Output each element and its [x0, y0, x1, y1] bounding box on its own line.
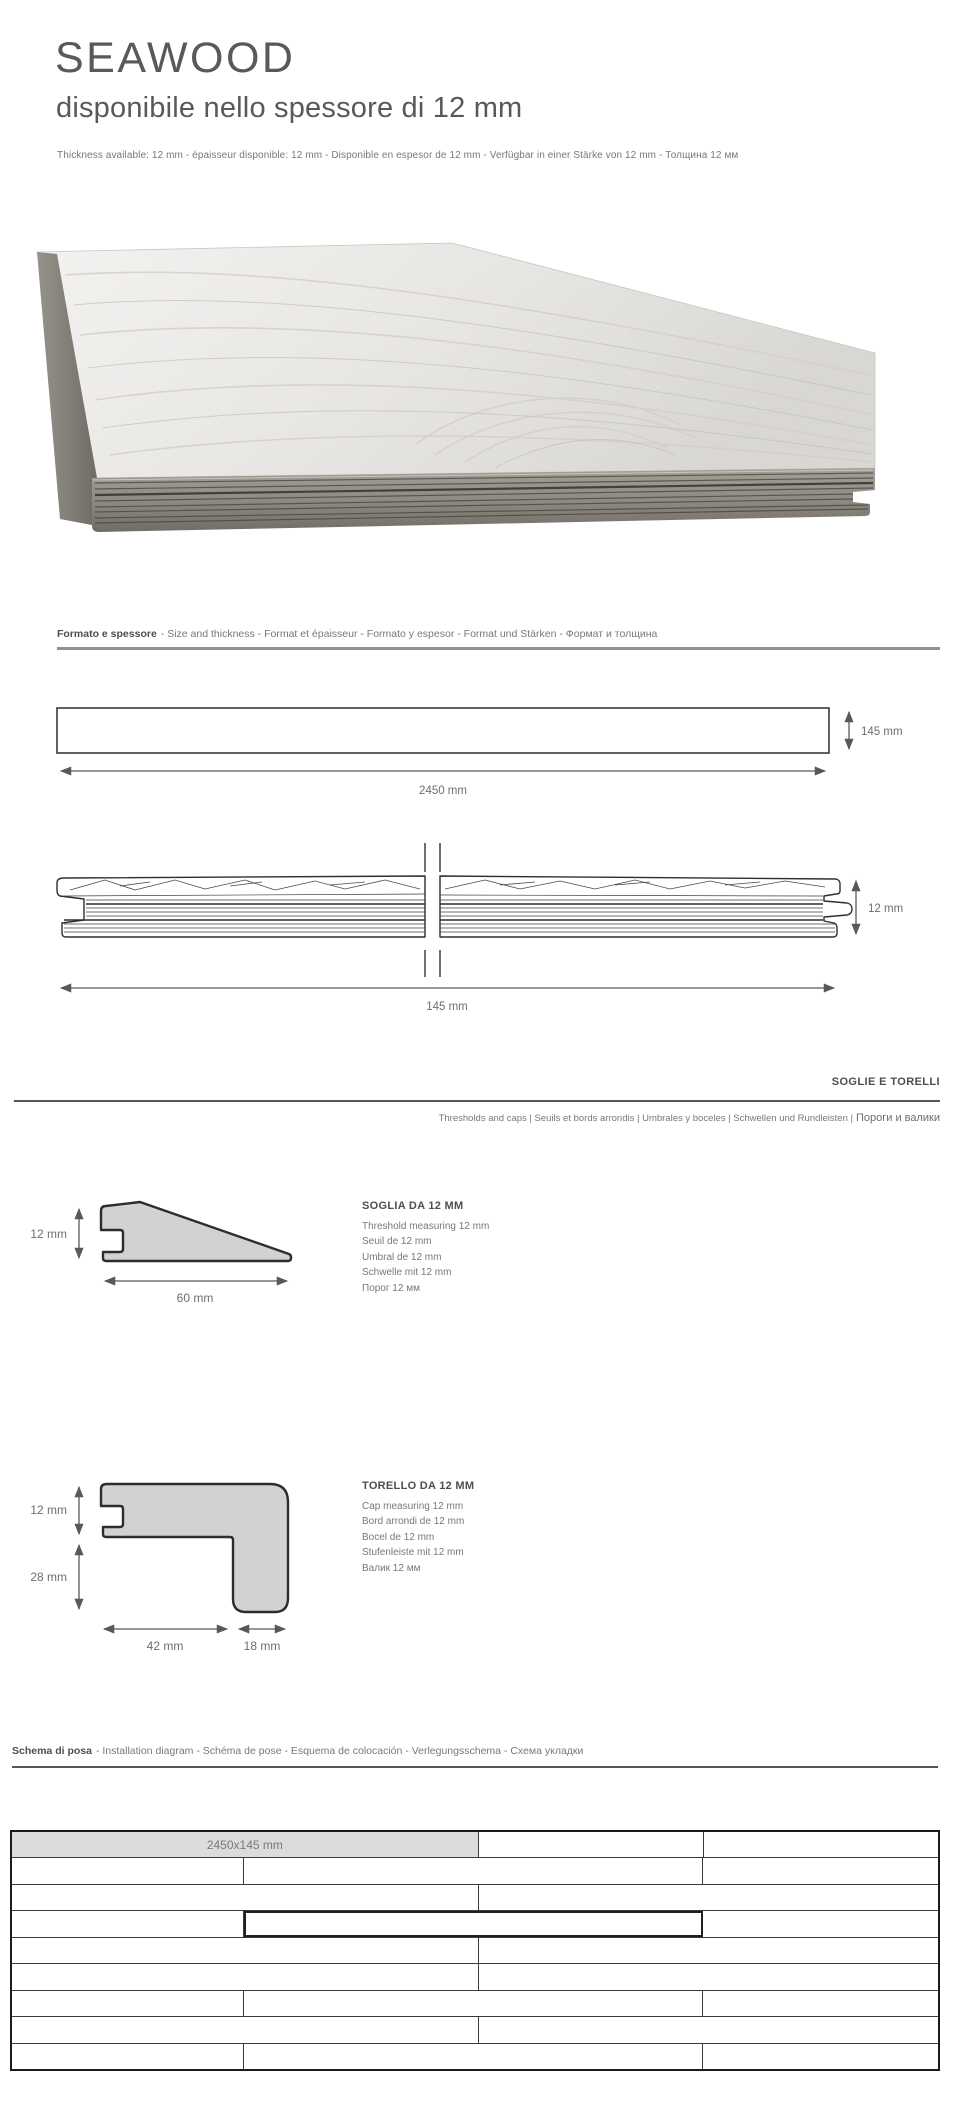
plank	[479, 1885, 938, 1910]
plank	[703, 1911, 938, 1936]
torello-profile-diagram	[20, 1477, 340, 1660]
torello-desc-fr: Bord arrondi de 12 mm	[362, 1516, 465, 1528]
soglia-desc-fr: Seuil de 12 mm	[362, 1236, 432, 1248]
thresholds-subheading-text: Thresholds and caps | Seuils et bords arrondis | Umbrales y boceles | Schwellen und Rundleisten |	[438, 1113, 853, 1124]
plank-row	[12, 1991, 938, 2017]
plank	[244, 2044, 703, 2069]
format-section-heading	[57, 628, 657, 640]
torello-leg-height-label: 28 mm	[30, 1570, 67, 1584]
plank-row	[12, 1911, 938, 1937]
thresholds-subheading	[439, 1112, 940, 1124]
plank	[244, 1991, 703, 2016]
plank	[12, 2017, 479, 2042]
plank-row	[12, 1938, 938, 1964]
plank	[12, 1858, 244, 1883]
installation-diagram	[10, 1830, 940, 2071]
plank	[244, 1858, 703, 1883]
torello-leg-width-label: 18 mm	[243, 1639, 281, 1653]
plank-row	[12, 2017, 938, 2043]
cross-section-width-label: 145 mm	[426, 1001, 468, 1013]
top-view-width-label: 145 mm	[861, 726, 903, 738]
labeled-plank	[12, 1832, 479, 1857]
format-section-rule	[57, 647, 940, 650]
installation-heading-primary: Schema di posa	[12, 1745, 92, 1757]
torello-top-width-label: 42 mm	[146, 1639, 184, 1653]
plank-top-surface	[37, 243, 875, 478]
thresholds-section-rule	[14, 1100, 940, 1102]
plank	[12, 1885, 479, 1910]
plank	[479, 1832, 704, 1857]
torello-desc-es: Bocel de 12 mm	[362, 1531, 435, 1543]
thresholds-section-heading: SOGLIE E TORELLI	[831, 1076, 940, 1088]
plank	[703, 2044, 938, 2069]
plank-row	[12, 1832, 938, 1858]
plank-outline	[57, 708, 829, 753]
torello-title: TORELLO DA 12 MM	[362, 1480, 475, 1492]
plank	[12, 1938, 479, 1963]
thickness-languages-line: Thickness available: 12 mm - épaisseur disponible: 12 mm - Disponible en espesor de 12 mm - Verfügbar in einer Stärke von 12 mm - Толщина 12 мм	[57, 150, 739, 161]
torello-profile-shape	[101, 1484, 288, 1612]
torello-spec-block	[362, 1480, 652, 1576]
plank	[703, 1991, 938, 2016]
torello-desc-ru: Валик 12 мм	[362, 1562, 421, 1574]
plank-size-label: 2450x145 mm	[206, 1837, 283, 1852]
plank	[12, 1991, 244, 2016]
plank-row	[12, 1885, 938, 1911]
torello-top-height-label: 12 mm	[30, 1503, 67, 1517]
cross-section-thickness-label: 12 mm	[868, 903, 904, 915]
soglia-profile-diagram	[20, 1196, 340, 1318]
plank	[703, 1858, 938, 1883]
plank-cross-section-diagram	[50, 838, 910, 1013]
plank-row	[12, 1964, 938, 1990]
page-subtitle: disponibile nello spessore di 12 mm	[56, 92, 523, 124]
format-heading-translations: - Size and thickness - Format et épaisseur - Formato y espesor - Format und Stärken - Формат и толщина	[160, 628, 658, 640]
plank	[479, 1938, 938, 1963]
highlighted-plank	[244, 1911, 703, 1936]
plank-front-edge	[92, 468, 875, 532]
soglia-desc-es: Umbral de 12 mm	[362, 1251, 442, 1263]
soglia-desc-en: Threshold measuring 12 mm	[362, 1221, 490, 1232]
thresholds-subheading-ru: Пороги и валики	[855, 1112, 940, 1124]
soglia-title: SOGLIA DA 12 MM	[362, 1200, 464, 1212]
torello-desc-en: Cap measuring 12 mm	[362, 1501, 464, 1512]
plank	[479, 2017, 938, 2042]
installation-section-heading	[12, 1745, 583, 1757]
installation-section-rule	[12, 1766, 938, 1768]
soglia-desc-ru: Порог 12 мм	[362, 1282, 420, 1294]
format-heading-primary: Formato e spessore	[57, 628, 157, 640]
page-title: SEAWOOD	[55, 34, 296, 82]
break-lines	[425, 843, 440, 977]
plank-row	[12, 2044, 938, 2069]
plank	[479, 1964, 938, 1989]
plank	[12, 1911, 244, 1936]
soglia-desc-de: Schwelle mit 12 mm	[362, 1267, 452, 1279]
product-photo	[35, 240, 885, 535]
plank-top-view-diagram	[50, 700, 910, 805]
plank	[704, 1832, 938, 1857]
plank	[12, 2044, 244, 2069]
installation-heading-translations: - Installation diagram - Schéma de pose - Esquema de colocación - Verlegungsschema - Схема укладки	[95, 1745, 584, 1757]
soglia-height-label: 12 mm	[30, 1227, 67, 1241]
plank	[12, 1964, 479, 1989]
soglia-spec-block	[362, 1200, 652, 1296]
soglia-profile-shape	[101, 1202, 291, 1261]
soglia-width-label: 60 mm	[176, 1291, 214, 1305]
torello-desc-de: Stufenleiste mit 12 mm	[362, 1547, 464, 1559]
top-view-length-label: 2450 mm	[419, 785, 467, 797]
plank-row	[12, 1858, 938, 1884]
